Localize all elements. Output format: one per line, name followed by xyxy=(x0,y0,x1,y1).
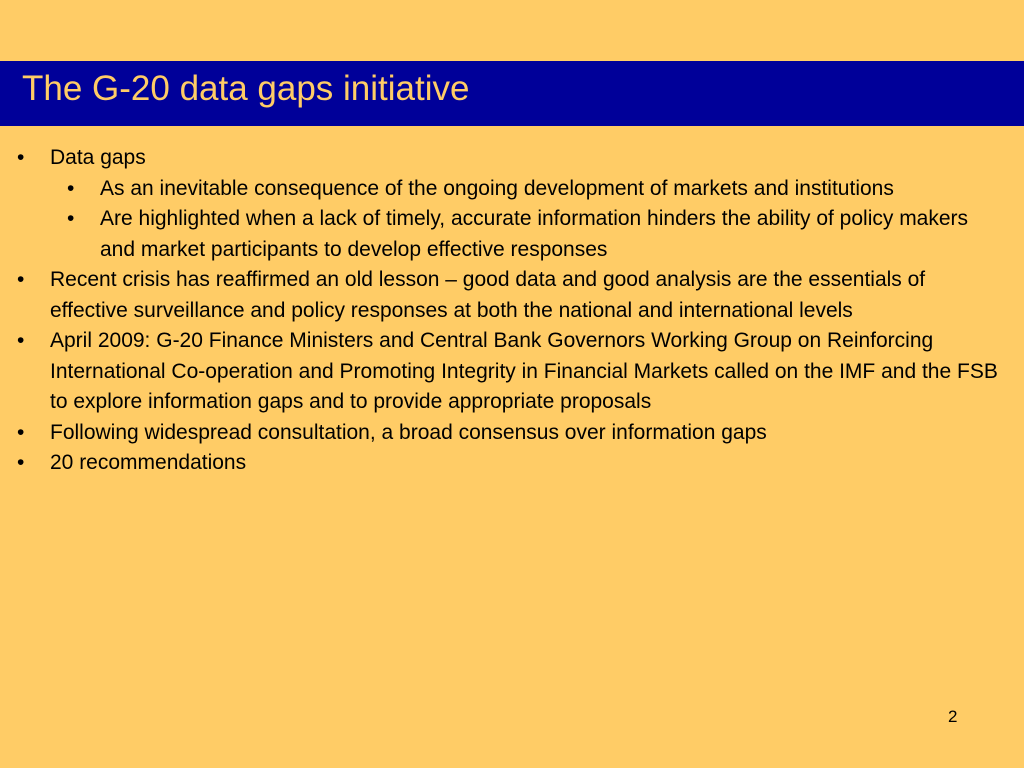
bullet-icon: • xyxy=(17,420,25,444)
slide-title-bar xyxy=(0,61,1024,126)
bullet-item-april-2009 xyxy=(0,326,1024,418)
sub-bullet-text: As an inevitable consequence of the ongoing development of markets and institutions xyxy=(100,176,894,200)
bullet-icon: • xyxy=(17,451,25,474)
bullet-item-data-gaps xyxy=(0,143,1024,265)
sub-bullet-list xyxy=(48,174,1004,266)
bullet-text: Recent crisis has reaffirmed an old lesson – good data and good analysis are the essentials of effective surveillance and policy responses at both the national and international levels xyxy=(50,268,926,322)
sub-bullet-icon: • xyxy=(67,176,75,200)
sub-bullet-item-consequence xyxy=(48,174,1004,205)
bullet-text: Following widespread consultation, a broad consensus over information gaps xyxy=(50,420,767,444)
bullet-item-recent-crisis xyxy=(0,265,1024,326)
bullet-text: 20 recommendations xyxy=(50,451,247,474)
sub-bullet-container xyxy=(48,174,1004,266)
sub-bullet-item-highlighted xyxy=(48,204,1004,265)
bullet-icon: • xyxy=(17,268,25,291)
bullet-icon: • xyxy=(17,146,25,169)
bullet-list xyxy=(0,143,1024,479)
page-number: 2 xyxy=(948,707,958,726)
bullet-icon: • xyxy=(17,329,25,352)
bullet-item-recommendations xyxy=(0,448,1024,479)
bullet-text: Data gaps xyxy=(50,146,146,169)
slide-body xyxy=(0,143,1024,479)
sub-bullet-text: Are highlighted when a lack of timely, accurate information hinders the ability of policy makers and market participants to develop effective responses xyxy=(100,207,969,261)
sub-bullet-icon: • xyxy=(67,207,75,230)
bullet-text: April 2009: G-20 Finance Ministers and Central Bank Governors Working Group on Reinforcing International Co-operation and Promoting Integrity in Financial Markets called on the IMF and the FSB to explore information gaps and to provide appropriate proposals xyxy=(50,329,998,413)
bullet-item-consultation xyxy=(0,418,1024,449)
slide-title: The G-20 data gaps initiative xyxy=(22,69,470,108)
